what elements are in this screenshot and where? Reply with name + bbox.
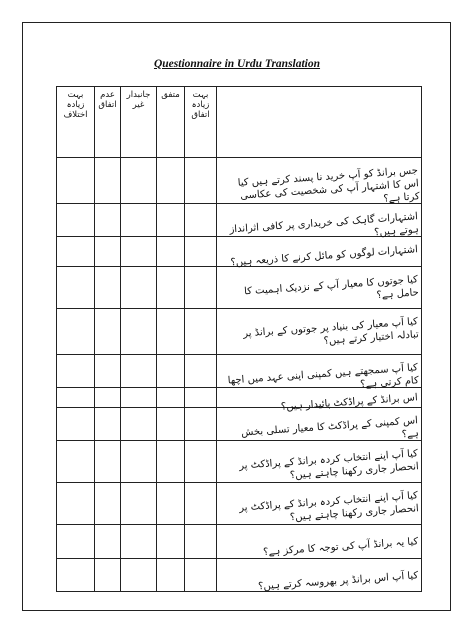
answer-cell[interactable] — [185, 388, 217, 408]
answer-cell[interactable] — [121, 355, 157, 388]
answer-cell[interactable] — [57, 204, 95, 237]
table-row — [57, 483, 422, 525]
answer-cell[interactable] — [157, 158, 185, 204]
header-row — [57, 87, 422, 158]
answer-cell[interactable] — [57, 388, 95, 408]
table-row — [57, 158, 422, 204]
question-cell: اشتہارات گاہک کی خریداری پر کافی اثرانداز ہوتے ہیں؟ — [217, 204, 422, 237]
answer-cell[interactable] — [121, 441, 157, 483]
header-question — [217, 87, 422, 158]
answer-cell[interactable] — [157, 204, 185, 237]
answer-cell[interactable] — [185, 559, 217, 592]
answer-cell[interactable] — [185, 408, 217, 441]
question-cell: کیا جوتوں کا معیار آپ کے نزدیک اہمیت کا حامل ہے؟ — [217, 267, 422, 309]
question-cell: اس کمپنی کے پراڈکٹ کا معیار تسلی بخش ہے؟ — [217, 408, 422, 441]
answer-cell[interactable] — [121, 388, 157, 408]
page-title: Questionnaire in Urdu Translation — [153, 58, 321, 70]
answer-cell[interactable] — [157, 483, 185, 525]
answer-cell[interactable] — [185, 441, 217, 483]
answer-cell[interactable] — [121, 158, 157, 204]
answer-cell[interactable] — [95, 267, 121, 309]
question-cell: کیا آپ سمجھتے ہیں کمپنی اپنی عہد میں اچھا کام کرتی ہے؟ — [217, 355, 422, 388]
answer-cell[interactable] — [121, 267, 157, 309]
answer-cell[interactable] — [185, 237, 217, 267]
question-cell: جس برانڈ کو آپ خرید نا پسند کرتے ہیں کیا اس کا اشتہار آپ کی شخصیت کی عکاسی کرتا ہے؟ — [217, 158, 422, 204]
question-cell: اشتہارات لوگوں کو مائل کرنے کا ذریعہ ہیں؟ — [217, 237, 422, 267]
header-agree: متفق — [157, 87, 185, 158]
answer-cell[interactable] — [157, 408, 185, 441]
answer-cell[interactable] — [57, 158, 95, 204]
answer-cell[interactable] — [185, 525, 217, 559]
header-disagree: عدم اتفاق — [95, 87, 121, 158]
table-row — [57, 309, 422, 355]
answer-cell[interactable] — [121, 483, 157, 525]
answer-cell[interactable] — [95, 309, 121, 355]
answer-cell[interactable] — [157, 388, 185, 408]
answer-cell[interactable] — [185, 483, 217, 525]
answer-cell[interactable] — [57, 525, 95, 559]
answer-cell[interactable] — [95, 525, 121, 559]
answer-cell[interactable] — [57, 559, 95, 592]
answer-cell[interactable] — [157, 355, 185, 388]
answer-cell[interactable] — [95, 441, 121, 483]
question-cell: کیا یہ برانڈ آپ کی توجہ کا مرکز ہے؟ — [217, 525, 422, 559]
answer-cell[interactable] — [121, 525, 157, 559]
answer-cell[interactable] — [95, 237, 121, 267]
answer-cell[interactable] — [157, 237, 185, 267]
question-cell: کیا آپ اپنے انتخاب کردہ برانڈ کے پراڈکٹ پر انحصار جاری رکھنا چاہتے ہیں؟ — [217, 483, 422, 525]
answer-cell[interactable] — [57, 408, 95, 441]
answer-cell[interactable] — [121, 204, 157, 237]
answer-cell[interactable] — [185, 355, 217, 388]
answer-cell[interactable] — [57, 355, 95, 388]
answer-cell[interactable] — [57, 237, 95, 267]
table-row — [57, 355, 422, 388]
question-cell: کیا آپ معیار کی بنیاد پر جوتوں کے برانڈ پر تبادلہ اختیار کرتے ہیں؟ — [217, 309, 422, 355]
answer-cell[interactable] — [57, 441, 95, 483]
answer-cell[interactable] — [185, 309, 217, 355]
answer-cell[interactable] — [95, 158, 121, 204]
question-cell: کیا آپ اپنے انتخاب کردہ برانڈ کے پراڈکٹ پر انحصار جاری رکھنا چاہتے ہیں؟ — [217, 441, 422, 483]
answer-cell[interactable] — [95, 559, 121, 592]
header-neutral: جانبدار غیر — [121, 87, 157, 158]
answer-cell[interactable] — [121, 559, 157, 592]
answer-cell[interactable] — [95, 483, 121, 525]
questionnaire-table — [56, 86, 422, 592]
answer-cell[interactable] — [57, 309, 95, 355]
header-strongly-disagree: بہت زیادہ اختلاف — [57, 87, 95, 158]
answer-cell[interactable] — [57, 267, 95, 309]
answer-cell[interactable] — [95, 204, 121, 237]
table-row — [57, 559, 422, 592]
answer-cell[interactable] — [157, 309, 185, 355]
table-row — [57, 525, 422, 559]
answer-cell[interactable] — [95, 388, 121, 408]
table-row — [57, 267, 422, 309]
answer-cell[interactable] — [185, 158, 217, 204]
answer-cell[interactable] — [95, 355, 121, 388]
header-strongly-agree: بہت زیادہ اتفاق — [185, 87, 217, 158]
answer-cell[interactable] — [157, 559, 185, 592]
answer-cell[interactable] — [121, 309, 157, 355]
answer-cell[interactable] — [121, 408, 157, 441]
answer-cell[interactable] — [185, 267, 217, 309]
answer-cell[interactable] — [157, 441, 185, 483]
question-cell: کیا آپ اس برانڈ پر بھروسہ کرتے ہیں؟ — [217, 559, 422, 592]
answer-cell[interactable] — [157, 267, 185, 309]
answer-cell[interactable] — [157, 525, 185, 559]
question-cell: اس برانڈ کے پراڈکٹ پائیدار ہیں؟ — [217, 388, 422, 408]
answer-cell[interactable] — [57, 483, 95, 525]
answer-cell[interactable] — [121, 237, 157, 267]
answer-cell[interactable] — [185, 204, 217, 237]
answer-cell[interactable] — [95, 408, 121, 441]
